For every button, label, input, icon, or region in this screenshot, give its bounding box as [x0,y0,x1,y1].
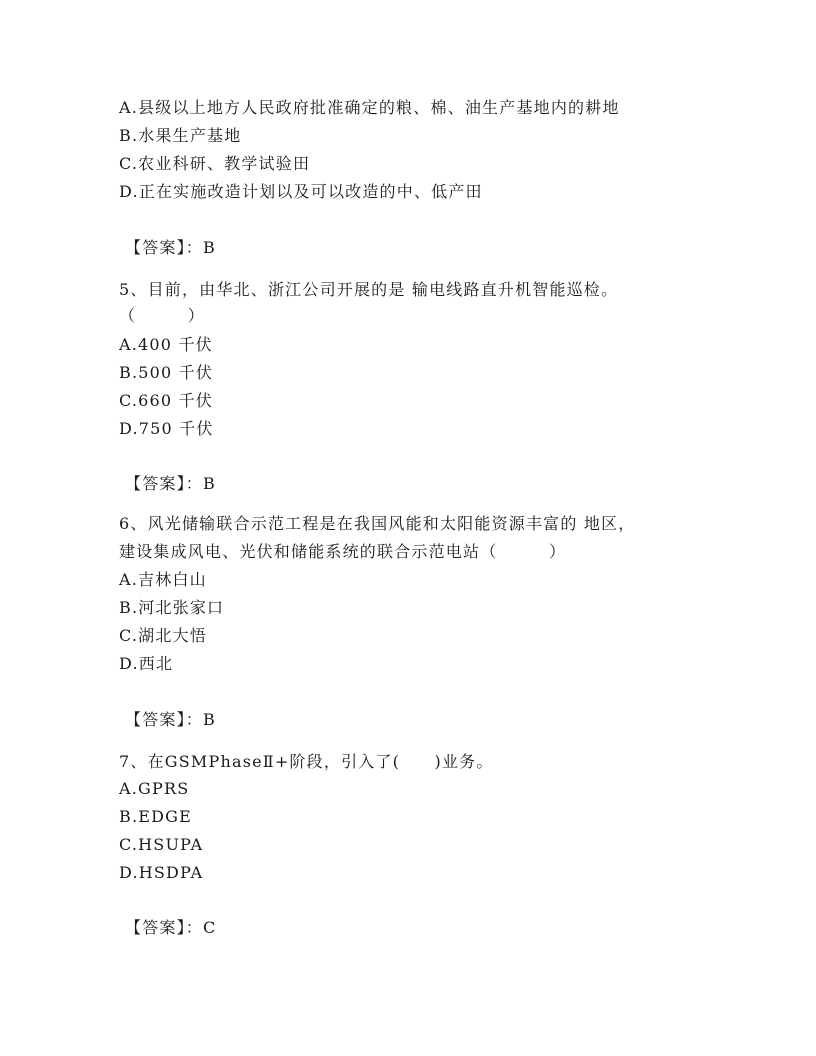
q4-answer: 【答案】：B [125,238,216,257]
q6-option-a: A.吉林白山 [119,570,207,589]
q7-option-a: A.GPRS [119,779,190,798]
q7-stem-line1: 7、在GSMPhaseⅡ+阶段，引入了( )业务。 [119,752,494,771]
q4-option-c: C.农业科研、教学试验田 [119,154,311,173]
q7-answer: 【答案】：C [125,918,217,937]
q7-option-d: D.HSDPA [119,863,204,882]
q7-option-b: B.EDGE [119,807,193,826]
q4-option-b: B.水果生产基地 [119,126,242,145]
q5-option-d: D.750 千伏 [119,419,214,438]
q5-stem-line1: 5、目前，由华北、浙江公司开展的是 输电线路直升机智能巡检。 [119,280,619,299]
q4-option-d: D.正在实施改造计划以及可以改造的中、低产田 [119,182,483,201]
q4-option-a: A.县级以上地方人民政府批准确定的粮、棉、油生产基地内的耕地 [119,98,620,117]
q7-option-c: C.HSUPA [119,835,204,854]
q6-option-c: C.湖北大悟 [119,626,207,645]
q6-option-d: D.西北 [119,654,174,673]
q5-stem-line2: （ ） [119,306,206,325]
q6-stem-line1: 6、风光储输联合示范工程是在我国风能和太阳能资源丰富的 地区， [119,514,636,533]
q6-stem-line2: 建设集成风电、光伏和储能系统的联合示范电站（ ） [119,542,567,561]
q6-option-b: B.河北张家口 [119,598,225,617]
q5-option-c: C.660 千伏 [119,391,213,410]
q5-option-a: A.400 千伏 [119,335,213,354]
q5-answer: 【答案】：B [125,474,216,493]
q5-option-b: B.500 千伏 [119,363,214,382]
q6-answer: 【答案】：B [125,710,216,729]
